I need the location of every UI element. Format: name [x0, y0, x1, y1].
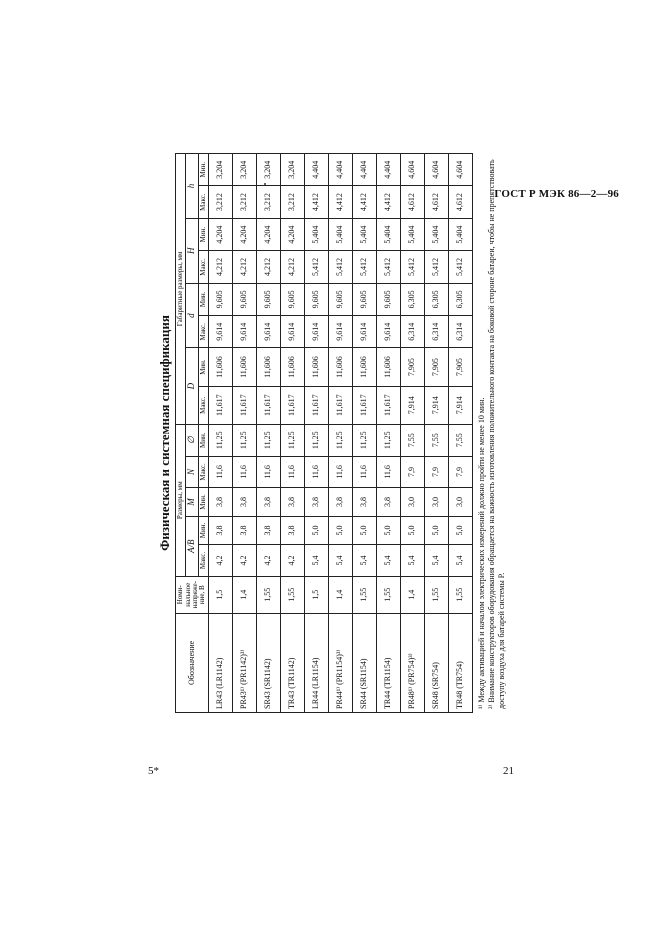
cell-m-min: 3,8 [377, 488, 401, 517]
rotated-spec-block [155, 153, 507, 713]
header-phi: ∅ [186, 424, 198, 456]
cell-voltage: 1,55 [281, 576, 305, 613]
cell-H-max: 4,212 [281, 251, 305, 283]
cell-phi-min: 11,25 [281, 424, 305, 456]
cell-m-min: 3,8 [209, 488, 233, 517]
cell-H-max: 5,412 [449, 251, 473, 283]
cell-D-min: 11,606 [377, 348, 401, 386]
cell-h-max: 3,212 [281, 186, 305, 218]
cell-D-min: 7,905 [449, 348, 473, 386]
header-min: Мин. [198, 154, 208, 186]
cell-d-min: 9,605 [305, 283, 329, 315]
cell-n-max: 7,9 [401, 456, 425, 488]
cell-D-min: 11,606 [233, 348, 257, 386]
cell-ab-max: 5,4 [449, 545, 473, 577]
cell-d-min: 9,605 [281, 283, 305, 315]
header-max: Макс. [198, 251, 208, 283]
cell-D-min: 11,606 [305, 348, 329, 386]
table-row [305, 154, 329, 713]
spec-table [175, 153, 473, 713]
cell-m-min: 3,0 [425, 488, 449, 517]
cell-designation: SR48 (SR754) [425, 613, 449, 712]
cell-n-max: 11,6 [305, 456, 329, 488]
cell-h-max: 4,412 [353, 186, 377, 218]
cell-D-max: 11,617 [281, 386, 305, 424]
cell-H-max: 5,412 [305, 251, 329, 283]
cell-ab-max: 4,2 [281, 545, 305, 577]
cell-D-min: 11,606 [281, 348, 305, 386]
cell-d-min: 9,605 [233, 283, 257, 315]
cell-H-max: 4,212 [209, 251, 233, 283]
cell-n-max: 11,6 [353, 456, 377, 488]
cell-voltage: 1,5 [305, 576, 329, 613]
cell-D-max: 11,617 [257, 386, 281, 424]
cell-ab-min: 3,8 [209, 516, 233, 545]
cell-d-max: 9,614 [377, 316, 401, 348]
cell-d-max: 6,314 [401, 316, 425, 348]
cell-H-min: 4,204 [257, 218, 281, 250]
cell-n-max: 11,6 [281, 456, 305, 488]
cell-designation: TR43 (TR1142) [281, 613, 305, 712]
cell-D-min: 7,905 [401, 348, 425, 386]
cell-h-min: 4,404 [305, 154, 329, 186]
sheet-mark: 5* [148, 765, 159, 777]
cell-phi-min: 11,25 [353, 424, 377, 456]
cell-d-max: 6,314 [425, 316, 449, 348]
cell-voltage: 1,4 [329, 576, 353, 613]
cell-voltage: 1,55 [353, 576, 377, 613]
cell-h-min: 4,404 [329, 154, 353, 186]
cell-h-max: 4,412 [377, 186, 401, 218]
cell-ab-max: 5,4 [353, 545, 377, 577]
header-designation: Обозначение [176, 613, 209, 712]
cell-designation: TR44 (TR1154) [377, 613, 401, 712]
cell-d-max: 9,614 [305, 316, 329, 348]
cell-d-min: 9,605 [329, 283, 353, 315]
cell-m-min: 3,8 [233, 488, 257, 517]
document-code: ГОСТ Р МЭК 86—2—96 [494, 188, 619, 200]
cell-voltage: 1,55 [377, 576, 401, 613]
header-min: Мин. [198, 488, 208, 517]
table-row [257, 154, 281, 713]
cell-designation: PR48¹⁾ (PR754)³⁾ [401, 613, 425, 712]
cell-designation: SR43 (SR1142) [257, 613, 281, 712]
cell-designation: SR44 (SR1154) [353, 613, 377, 712]
cell-D-max: 11,617 [233, 386, 257, 424]
header-max: Макс. [198, 186, 208, 218]
cell-h-max: 3,212 [233, 186, 257, 218]
cell-ab-min: 5,0 [425, 516, 449, 545]
cell-ab-max: 4,2 [233, 545, 257, 577]
cell-D-max: 7,914 [449, 386, 473, 424]
cell-h-max: 4,612 [449, 186, 473, 218]
cell-phi-min: 7,55 [425, 424, 449, 456]
cell-ab-min: 5,0 [353, 516, 377, 545]
cell-designation: LR44 (LR1154) [305, 613, 329, 712]
header-min: Мин. [198, 424, 208, 456]
table-title: Физическая и системная спецификация [157, 315, 172, 551]
cell-ab-max: 4,2 [257, 545, 281, 577]
cell-d-max: 9,614 [209, 316, 233, 348]
cell-phi-min: 11,25 [257, 424, 281, 456]
header-D: D [186, 348, 198, 424]
cell-n-max: 7,9 [425, 456, 449, 488]
page-number: 21 [503, 765, 514, 777]
header-n: N [186, 456, 198, 488]
cell-D-max: 11,617 [305, 386, 329, 424]
table-row [401, 154, 425, 713]
header-max: Макс. [198, 456, 208, 488]
cell-ab-min: 3,8 [281, 516, 305, 545]
cell-h-min: 3,204 [257, 154, 281, 186]
cell-n-max: 11,6 [233, 456, 257, 488]
cell-m-min: 3,8 [257, 488, 281, 517]
cell-H-max: 4,212 [233, 251, 257, 283]
cell-H-min: 5,404 [425, 218, 449, 250]
cell-d-min: 9,605 [353, 283, 377, 315]
cell-h-min: 3,204 [233, 154, 257, 186]
table-row [281, 154, 305, 713]
cell-n-max: 11,6 [377, 456, 401, 488]
cell-h-min: 4,604 [449, 154, 473, 186]
cell-h-max: 4,412 [305, 186, 329, 218]
header-m: M [186, 488, 198, 517]
cell-D-max: 7,914 [401, 386, 425, 424]
cell-d-min: 9,605 [377, 283, 401, 315]
cell-D-min: 7,905 [425, 348, 449, 386]
cell-ab-min: 5,0 [401, 516, 425, 545]
cell-voltage: 1,4 [233, 576, 257, 613]
cell-H-max: 5,412 [329, 251, 353, 283]
cell-h-min: 3,204 [281, 154, 305, 186]
cell-D-min: 11,606 [257, 348, 281, 386]
table-row [233, 154, 257, 713]
cell-ab-min: 5,0 [329, 516, 353, 545]
cell-phi-min: 11,25 [377, 424, 401, 456]
cell-d-max: 9,614 [233, 316, 257, 348]
cell-D-min: 11,606 [329, 348, 353, 386]
cell-D-min: 11,606 [353, 348, 377, 386]
cell-voltage: 1,4 [401, 576, 425, 613]
cell-m-min: 3,0 [401, 488, 425, 517]
cell-d-max: 9,614 [329, 316, 353, 348]
cell-d-max: 6,314 [449, 316, 473, 348]
cell-designation: PR44¹⁾ (PR1154)³⁾ [329, 613, 353, 712]
cell-h-max: 4,412 [329, 186, 353, 218]
cell-phi-min: 7,55 [449, 424, 473, 456]
cell-d-max: 9,614 [353, 316, 377, 348]
cell-ab-max: 5,4 [425, 545, 449, 577]
cell-m-min: 3,8 [353, 488, 377, 517]
cell-d-min: 9,605 [209, 283, 233, 315]
cell-H-min: 4,204 [233, 218, 257, 250]
cell-ab-max: 5,4 [401, 545, 425, 577]
header-d: d [186, 283, 198, 348]
header-voltage: Номи-нальное напряже-ние, В [176, 576, 209, 613]
cell-m-min: 3,8 [281, 488, 305, 517]
cell-D-max: 11,617 [377, 386, 401, 424]
cell-ab-max: 5,4 [329, 545, 353, 577]
cell-voltage: 1,55 [257, 576, 281, 613]
cell-ab-max: 5,4 [377, 545, 401, 577]
cell-D-min: 11,606 [209, 348, 233, 386]
cell-ab-min: 5,0 [377, 516, 401, 545]
footnote-2: ²⁾ Внимание конструкторов оборудования обращается на важность изготовления положительного контакта на боковой стороне батареи, чтобы не препятствовать доступу воздуха для батарей системы P. [487, 159, 507, 709]
cell-h-min: 4,404 [353, 154, 377, 186]
cell-designation: LR43 (LR1142) [209, 613, 233, 712]
cell-D-max: 11,617 [329, 386, 353, 424]
cell-phi-min: 7,55 [401, 424, 425, 456]
cell-designation: PR43¹⁾ (PR1142)³⁾ [233, 613, 257, 712]
cell-h-min: 4,604 [425, 154, 449, 186]
cell-n-max: 11,6 [209, 456, 233, 488]
cell-phi-min: 11,25 [233, 424, 257, 456]
cell-voltage: 1,5 [209, 576, 233, 613]
cell-m-min: 3,8 [305, 488, 329, 517]
header-max: Макс. [198, 545, 208, 577]
cell-m-min: 3,0 [449, 488, 473, 517]
cell-h-max: 3,212 [257, 186, 281, 218]
cell-H-min: 4,204 [209, 218, 233, 250]
cell-voltage: 1,55 [425, 576, 449, 613]
table-row [209, 154, 233, 713]
header-overall-sizes: Габаритные размеры, мм [176, 154, 186, 425]
cell-D-max: 7,914 [425, 386, 449, 424]
cell-ab-min: 3,8 [257, 516, 281, 545]
header-min: Мин. [198, 283, 208, 315]
footnote-1: ¹⁾ Между активацией и началом электрических измерений должно пройти не менее 10 мин. [477, 397, 487, 709]
header-min: Мин. [198, 348, 208, 386]
header-H: H [186, 218, 198, 283]
cell-H-max: 4,212 [257, 251, 281, 283]
cell-H-min: 5,404 [377, 218, 401, 250]
header-h: h [186, 154, 198, 219]
cell-h-max: 3,212 [209, 186, 233, 218]
cell-d-min: 6,305 [449, 283, 473, 315]
cell-d-min: 6,305 [425, 283, 449, 315]
cell-h-max: 4,612 [401, 186, 425, 218]
cell-h-min: 4,604 [401, 154, 425, 186]
cell-n-max: 11,6 [257, 456, 281, 488]
cell-H-min: 5,404 [329, 218, 353, 250]
cell-D-max: 11,617 [353, 386, 377, 424]
table-row [425, 154, 449, 713]
table-row [353, 154, 377, 713]
table-row [449, 154, 473, 713]
table-row [329, 154, 353, 713]
cell-h-min: 4,404 [377, 154, 401, 186]
cell-H-max: 5,412 [377, 251, 401, 283]
header-min: Мин. [198, 516, 208, 545]
cell-H-max: 5,412 [401, 251, 425, 283]
cell-ab-min: 5,0 [305, 516, 329, 545]
cell-voltage: 1,55 [449, 576, 473, 613]
cell-H-min: 5,404 [449, 218, 473, 250]
cell-H-min: 5,404 [305, 218, 329, 250]
header-max: Макс. [198, 386, 208, 424]
cell-H-min: 5,404 [353, 218, 377, 250]
cell-phi-min: 11,25 [329, 424, 353, 456]
cell-ab-min: 5,0 [449, 516, 473, 545]
cell-phi-min: 11,25 [305, 424, 329, 456]
cell-designation: TR48 (TR754) [449, 613, 473, 712]
cell-ab-max: 5,4 [305, 545, 329, 577]
header-max: Макс. [198, 316, 208, 348]
cell-H-max: 5,412 [425, 251, 449, 283]
cell-ab-min: 3,8 [233, 516, 257, 545]
cell-m-min: 3,8 [329, 488, 353, 517]
header-min: Мин. [198, 218, 208, 250]
cell-H-max: 5,412 [353, 251, 377, 283]
cell-H-min: 5,404 [401, 218, 425, 250]
cell-d-min: 6,305 [401, 283, 425, 315]
cell-n-max: 11,6 [329, 456, 353, 488]
header-ab: A/B [186, 516, 198, 576]
header-sizes: Размеры, мм [176, 424, 186, 576]
cell-h-max: 4,612 [425, 186, 449, 218]
cell-D-max: 11,617 [209, 386, 233, 424]
table-row [377, 154, 401, 713]
cell-d-min: 9,605 [257, 283, 281, 315]
cell-phi-min: 11,25 [209, 424, 233, 456]
cell-d-max: 9,614 [257, 316, 281, 348]
cell-d-max: 9,614 [281, 316, 305, 348]
footnotes [477, 153, 507, 713]
cell-H-min: 4,204 [281, 218, 305, 250]
cell-n-max: 7,9 [449, 456, 473, 488]
cell-h-min: 3,204 [209, 154, 233, 186]
cell-ab-max: 4,2 [209, 545, 233, 577]
